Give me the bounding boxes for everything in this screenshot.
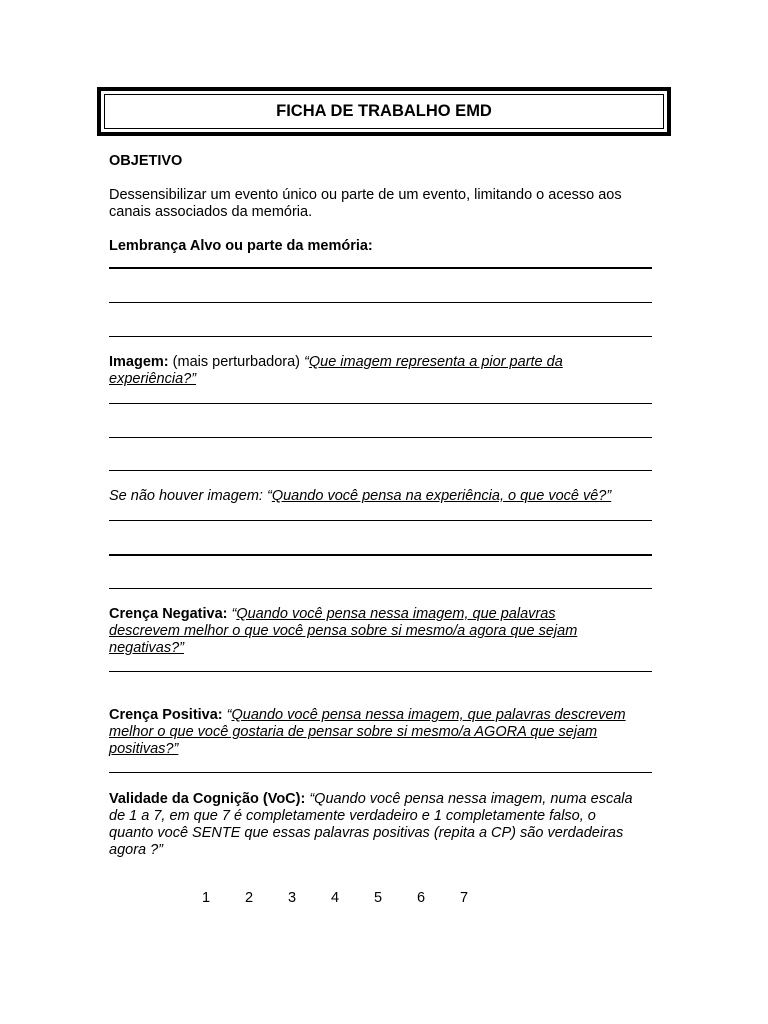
lembranca-label: Lembrança Alvo ou parte da memória:	[109, 238, 373, 254]
voc-scale-option-7[interactable]: 7	[459, 890, 469, 906]
answer-line-crenca-negativa[interactable]	[109, 671, 652, 672]
answer-line-imagem-2[interactable]	[109, 437, 652, 438]
crenca-negativa-prompt	[109, 606, 619, 657]
sem-imagem-prefix: Se não houver imagem: “	[109, 488, 272, 504]
answer-line-lembranca-3[interactable]	[109, 336, 652, 337]
answer-line-crenca-positiva[interactable]	[109, 772, 652, 773]
voc-scale-option-6[interactable]: 6	[416, 890, 426, 906]
voc-text: “Quando você pensa nessa imagem, numa escala de 1 a 7, em que 7 é completamente verdadeiro e 1 completamente falso, o quanto você SENTE que essas palavras positivas (repita a CP) são verdadeiras agora ?”	[109, 791, 633, 858]
imagem-open-quote: “	[304, 354, 309, 370]
imagem-label: Imagem:	[109, 354, 169, 370]
crenca-positiva-label: Crença Positiva:	[109, 707, 223, 723]
sem-imagem-question: Quando você pensa na experiência, o que você vê?”	[271, 488, 612, 504]
page-title: FICHA DE TRABALHO EMD	[104, 94, 664, 129]
answer-line-sem-imagem-3[interactable]	[109, 588, 652, 589]
answer-line-sem-imagem-2[interactable]	[109, 554, 652, 556]
imagem-note: (mais perturbadora)	[168, 354, 305, 370]
crenca-positiva-question: Quando você pensa nessa imagem, que palavras descrevem melhor o que você gostaria de pensar sobre si mesmo/a AGORA que sejam positivas?”	[109, 707, 626, 757]
voc-prompt	[109, 791, 639, 859]
answer-line-imagem-3[interactable]	[109, 470, 652, 471]
voc-scale	[0, 890, 768, 910]
crenca-negativa-question: Quando você pensa nessa imagem, que palavras descrevem melhor o que você pensa sobre si mesmo/a agora que sejam negativas?”	[109, 606, 578, 656]
objetivo-text: Dessensibilizar um evento único ou parte de um evento, limitando o acesso aos canais associados da memória.	[109, 187, 622, 220]
answer-line-sem-imagem-1[interactable]	[109, 520, 652, 521]
crenca-negativa-label: Crença Negativa:	[109, 606, 228, 622]
crenca-positiva-prompt	[109, 707, 644, 758]
answer-line-lembranca-1[interactable]	[109, 267, 652, 269]
voc-scale-option-3[interactable]: 3	[287, 890, 297, 906]
crenca-negativa-open-quote: “	[227, 606, 237, 622]
sem-imagem-prompt	[109, 488, 659, 505]
imagem-question: Que imagem representa a pior parte da experiência?”	[109, 354, 563, 387]
voc-scale-option-5[interactable]: 5	[373, 890, 383, 906]
voc-label: Validade da Cognição (VoC):	[109, 791, 306, 807]
imagem-prompt	[109, 354, 609, 388]
voc-scale-option-4[interactable]: 4	[330, 890, 340, 906]
objetivo-heading: OBJETIVO	[109, 153, 183, 169]
title-frame	[97, 87, 671, 136]
voc-scale-option-1[interactable]: 1	[201, 890, 211, 906]
crenca-positiva-open-quote: “	[222, 707, 232, 723]
answer-line-imagem-1[interactable]	[109, 403, 652, 404]
answer-line-lembranca-2[interactable]	[109, 302, 652, 303]
voc-scale-option-2[interactable]: 2	[244, 890, 254, 906]
